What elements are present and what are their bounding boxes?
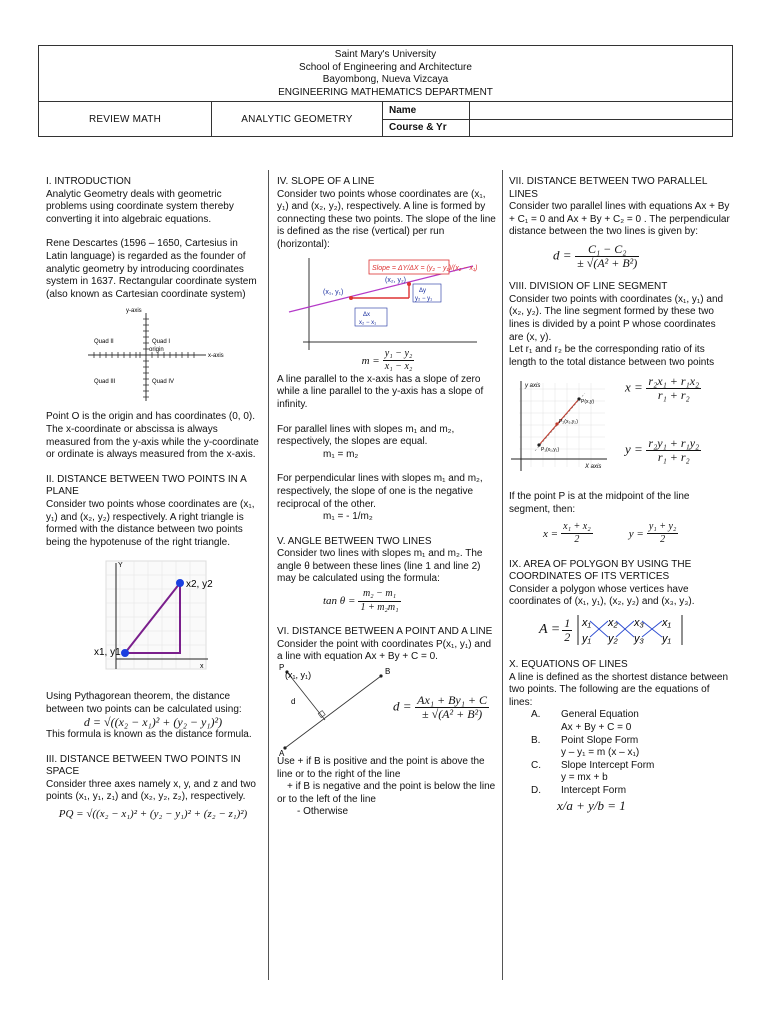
equation-list	[509, 709, 731, 812]
mx-lhs: x =	[543, 527, 559, 540]
section-5-title: V. ANGLE BETWEEN TWO LINES	[277, 535, 432, 547]
section-9-paragraph-1: Consider a polygon whose vertices have coordinates of (x₁, y₁), (x₂, y₂) and (x₃, y₃).	[509, 583, 695, 608]
x-label: x	[200, 663, 204, 671]
svg-text:y₃: y₃	[634, 633, 645, 646]
dy-den: r₁ + r₂	[657, 449, 690, 464]
x-axis-label: x-axis	[208, 353, 224, 360]
column-3	[509, 176, 731, 812]
dy-lhs: y =	[625, 441, 643, 457]
div-point-p2: P₂(x₂,y₂)	[559, 419, 578, 426]
section-2-paragraph-3: This formula is known as the distance formula.	[46, 729, 252, 741]
space-distance-formula: PQ = √((x₂ − x₁)² + (y₂ − y₁)² + (z₂ − z₁)²)	[58, 808, 248, 821]
eq-key: C.	[531, 759, 541, 771]
section-6-paragraph-1: Consider the point with coordinates P(x₁, y₁) and a line with equation Ax + By + C = 0.	[277, 638, 492, 663]
svg-text:y₁: y₁	[582, 633, 592, 646]
quad-4-label: Quad IV	[152, 379, 175, 386]
section-1-title: I. INTRODUCTION	[46, 176, 131, 187]
section-1-paragraph-1: Analytic Geometry deals with geometric problems using coordinate system thereby converting it into algebraic equations.	[46, 188, 234, 225]
angle-fraction	[358, 588, 400, 614]
point-p-coords: (x₁, y₁)	[285, 670, 312, 681]
midpoint-formulas	[509, 521, 731, 547]
my-num: y₁ + y₂	[647, 521, 679, 535]
slope-point-1: (x₁, y₁)	[323, 288, 344, 296]
slope-label: Slope = ΔY/ΔX = (y₂ − y₁)/(x₂ − x₁)	[372, 264, 478, 272]
university-name: Saint Mary's University	[334, 49, 437, 60]
delta-x-value: x₂ − x₁	[359, 319, 377, 326]
polygon-area-formula	[509, 613, 731, 647]
right-triangle-figure	[46, 555, 260, 685]
div-x-axis: X axis	[585, 464, 602, 471]
y-label: Y	[118, 562, 123, 570]
name-field[interactable]	[470, 102, 733, 120]
midpoint-y	[629, 521, 679, 547]
section-2-title: II. DISTANCE BETWEEN TWO POINTS IN A PLANE	[46, 473, 247, 498]
area-lhs: A =	[539, 621, 561, 637]
mx-den: 2	[574, 534, 580, 546]
column-2	[277, 176, 499, 819]
parallel-slopes: m₁ = m₂	[323, 448, 359, 460]
parallel-distance-formula	[509, 243, 731, 269]
section-4-title: IV. SLOPE OF A LINE	[277, 176, 375, 187]
my-fraction	[647, 521, 679, 547]
equation-item	[509, 760, 731, 773]
my-lhs: y =	[628, 527, 644, 540]
distance-formula: d = √((x₂ − x₁)² + (y₂ − y₁)²)	[83, 715, 223, 730]
section-8-paragraph-3: If the point P is at the midpoint of the line segment, then:	[509, 491, 690, 515]
section-6-note-1: Use + if B is positive and the point is above the line or to the right of the line	[277, 756, 485, 780]
mx-num: x₁ + x₂	[561, 521, 593, 535]
origin-label: origin	[149, 347, 164, 354]
section-4-paragraph-2: A line parallel to the x-axis has a slope of zero while a line parallel to the y-axis has a slope of infinity.	[277, 373, 484, 410]
section-4-paragraph-4: For perpendicular lines with slopes m₁ and m₂, respectively, the slope of one is the negative reciprocal of the other.	[277, 473, 483, 510]
location: Bayombong, Nueva Vizcaya	[322, 74, 449, 85]
my-den: 2	[660, 534, 666, 546]
section-3-title: III. DISTANCE BETWEEN TWO POINTS IN SPACE	[46, 753, 241, 778]
course-field[interactable]	[470, 119, 733, 137]
department: ENGINEERING MATHEMATICS DEPARTMENT	[278, 86, 493, 98]
delta-x: Δx	[363, 311, 371, 318]
angle-formula	[277, 588, 499, 614]
section-7-title: VII. DISTANCE BETWEEN TWO PARALLEL LINES	[509, 176, 708, 200]
slope-num: y₁ − y₂	[383, 348, 415, 362]
section-5-paragraph-1: Consider two lines with slopes m₁ and m₂. The angle θ between these lines (line 1 and line 2) may be calculated using the formula:	[277, 548, 483, 585]
svg-text:x₁: x₁	[582, 617, 592, 630]
division-x-formula	[625, 375, 701, 401]
header-institution	[39, 46, 733, 102]
midpoint-x	[543, 521, 593, 547]
section-8-title: VIII. DIVISION OF LINE SEGMENT	[509, 281, 668, 293]
eq-name: General Equation	[561, 709, 639, 721]
perpendicular-slopes: m₁ = - 1/m₂	[323, 511, 373, 523]
eq-formula: y = mx + b	[561, 772, 608, 784]
point-p: P	[279, 664, 285, 673]
eq-name: Point Slope Form	[561, 734, 639, 746]
delta-y-value: y₂ − y₁	[415, 295, 433, 302]
dy-fraction	[646, 437, 701, 463]
section-4-paragraph-3: For parallel lines with slopes m₁ and m₂, respectively, the slopes are equal.	[277, 423, 455, 448]
eq-key: B.	[531, 734, 541, 746]
point-line-formula	[393, 694, 489, 720]
area-half-num: 1	[564, 615, 571, 630]
division-figure-wrap	[509, 373, 731, 491]
pl-den: ± √(A² + B²)	[422, 706, 483, 721]
pd-fraction	[575, 243, 639, 269]
eq-key: A.	[531, 709, 541, 721]
pl-num: Ax₁ + By₁ + C	[417, 693, 488, 708]
svg-text:x₁: x₁	[662, 617, 672, 630]
section-2-paragraph-2: Using Pythagorean theorem, the distance between two points can be calculated using:	[46, 691, 242, 715]
slope-figure	[277, 254, 499, 352]
dx-num: r₂x₁ + r₁x₂	[648, 374, 700, 389]
svg-text:y₁: y₁	[662, 633, 672, 646]
division-figure	[509, 379, 609, 479]
point-line-figure-wrap	[277, 664, 499, 756]
section-4-paragraph-1: Consider two points whose coordinates are (x₁, y₁) and (x₂, y₂), respectively. A line is formed by connecting these two points. The slope of the line is defined as the rise (vertical) per run (horizontal):	[277, 188, 496, 250]
section-3-paragraph-1: Consider three axes namely x, y, and z and two points (x₁, y₁, z₁) and (x₂, y₂, z₂), respectively.	[46, 778, 256, 803]
section-9-title: IX. AREA OF POLYGON BY USING THE COORDINATES OF ITS VERTICES	[509, 558, 692, 583]
equation-item	[509, 785, 731, 798]
school-name: School of Engineering and Architecture	[299, 61, 472, 73]
cartesian-axes-figure	[46, 305, 260, 405]
subject-cell: REVIEW MATH	[39, 102, 212, 137]
distance-d: d	[291, 697, 296, 707]
svg-text:x₂: x₂	[608, 617, 618, 630]
eq-key: D.	[531, 785, 541, 796]
point-a: A	[279, 749, 285, 757]
section-7-paragraph-1: Consider two parallel lines with equations Ax + By + C₁ = 0 and Ax + By + C₂ = 0 . The perpendicular distance between the two lines is given by:	[509, 201, 730, 238]
column-divider-2	[502, 170, 503, 980]
section-1-paragraph-2: Rene Descartes (1596 – 1650, Cartesius in Latin language) is regarded as the founder of analytic geometry by introducing coordinates system in 1637. Rectangular coordinate system (also known as Cartesian coordinate system)	[46, 238, 257, 300]
slope-point-2: (x₂, y₂)	[385, 276, 406, 284]
eq-name: Slope Intercept Form	[561, 759, 655, 771]
pd-num: C₁ − C₂	[575, 243, 639, 257]
section-8-paragraph-2: Let r₁ and r₂ be the corresponding ratio of its length to the total distance between two points	[509, 344, 715, 368]
section-10-paragraph-1: A line is defined as the shortest distance between two points. The following are the equations of lines:	[509, 671, 729, 708]
header-table	[38, 45, 733, 137]
area-half	[562, 617, 572, 643]
quad-3-label: Quad III	[94, 379, 116, 386]
column-divider-1	[268, 170, 269, 980]
course-label: Course & Yr	[383, 119, 470, 137]
slope-formula-lhs: m =	[361, 354, 380, 367]
equation-item	[509, 709, 731, 722]
area-determinant	[574, 613, 686, 647]
section-10-title: X. EQUATIONS OF LINES	[509, 659, 628, 671]
svg-text:y₂: y₂	[608, 633, 618, 646]
column-1	[46, 176, 260, 821]
intercept-formula: x/a + y/b = 1	[557, 797, 626, 813]
quad-1-label: Quad I	[152, 339, 171, 346]
eq-name: Intercept Form	[561, 785, 627, 796]
name-label: Name	[383, 102, 470, 120]
slope-fraction	[383, 348, 415, 374]
point-1-label: x1, y1	[94, 647, 121, 659]
angle-den: 1 + m₂m₁	[360, 601, 399, 613]
delta-y: Δy	[419, 287, 427, 294]
section-6-title: VI. DISTANCE BETWEEN A POINT AND A LINE	[277, 626, 493, 638]
section-8-paragraph-1: Consider two points with coordinates (x₁, y₁) and (x₂, y₂). The line segment formed by these two lines is divided by a point P whose coordinates are (x, y).	[509, 293, 724, 343]
pd-lhs: d =	[553, 247, 572, 263]
point-line-figure	[277, 664, 397, 756]
eq-formula: y – y₁ = m (x – x₁)	[561, 747, 640, 759]
div-y-axis: y axis	[525, 383, 541, 390]
section-6-note-2: + if B is negative and the point is below the line or to the left of the line	[277, 781, 496, 805]
mx-fraction	[561, 521, 593, 547]
dx-den: r₁ + r₂	[657, 387, 690, 402]
y-axis-label: y-axis	[126, 308, 142, 315]
quad-2-label: Quad II	[94, 339, 114, 346]
svg-text:x₃: x₃	[634, 617, 645, 630]
pl-lhs: d =	[393, 698, 412, 714]
section-1-paragraph-3: Point O is the origin and has coordinates (0, 0). The x-coordinate or abscissa is always measured from the y-axis while the y-coordinate or ordinate is always measured from the x-axis.	[46, 411, 259, 461]
angle-lhs: tan θ =	[323, 595, 356, 608]
topic-cell: ANALYTIC GEOMETRY	[212, 102, 383, 137]
slope-den: x₁ − x₂	[384, 361, 413, 373]
equation-item	[509, 735, 731, 748]
dx-fraction	[646, 375, 701, 401]
dy-num: r₂y₁ + r₁y₂	[648, 436, 700, 451]
pd-den: ± √(A² + B²)	[577, 255, 638, 270]
slope-formula	[277, 348, 499, 374]
point-b: B	[385, 667, 391, 677]
point-2-label: x2, y2	[186, 579, 213, 591]
dx-lhs: x =	[625, 379, 643, 395]
area-half-den: 2	[564, 629, 571, 644]
section-2-paragraph-1: Consider two points whose coordinates are (x₁, y₁) and (x₂, y₂) respectively. A right triangle is formed with the distance between two points being the hypotenuse of the right triangle.	[46, 498, 255, 548]
eq-formula: Ax + By + C = 0	[561, 722, 632, 734]
div-point-p: P(x,y)	[581, 399, 595, 406]
section-6-note-3: - Otherwise	[297, 806, 349, 818]
division-y-formula	[625, 437, 701, 463]
div-point-p1: P₁(x₁,y₁)	[541, 447, 560, 454]
angle-num: m₂ − m₁	[358, 588, 400, 602]
pl-fraction	[415, 694, 489, 720]
